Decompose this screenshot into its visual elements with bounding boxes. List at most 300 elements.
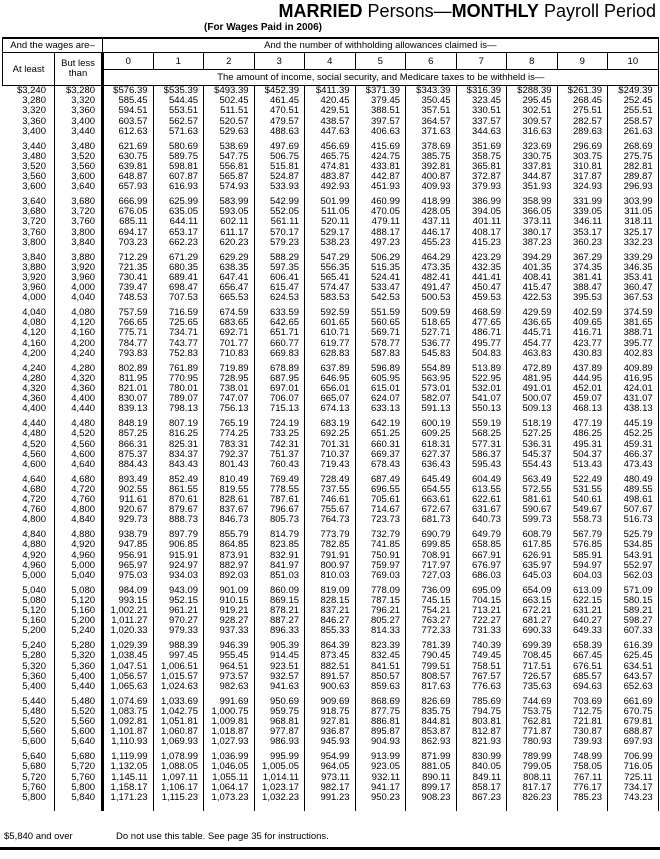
amount-cell: 767.57 [456,672,507,682]
amount-cell: 719.89 [204,364,255,374]
amount-cell: 637.89 [305,364,356,374]
amount-cell: 418.99 [406,197,457,207]
amount-cell: 563.49 [507,475,558,485]
amount-cell: 344.87 [507,172,558,182]
amount-cell: 692.25 [305,429,356,439]
amount-cell: 708.45 [507,651,558,661]
amount-cell: 432.35 [456,263,507,273]
amount-cell: 936.87 [305,727,356,737]
amount-cell: 513.43 [557,460,608,470]
amount-cell: 504.83 [456,349,507,359]
amount-cell: 689.41 [153,273,204,283]
amount-cell: 913.99 [355,752,406,762]
amount-cell: 644.11 [153,217,204,227]
amount-cell: 616.93 [153,182,204,192]
wage-at-least-cell: 5,320 [3,662,55,672]
amount-cell: 387.23 [507,238,558,248]
amount-cell: 906.85 [153,540,204,550]
allowance-column-header: 3 [254,53,305,70]
amount-cell: 649.33 [557,626,608,636]
title-payroll-period: Payroll Period [538,1,656,21]
amount-cell: 316.63 [507,127,558,137]
amount-cell: 1,158.17 [103,783,154,793]
amount-cell: 982.63 [204,682,255,692]
amount-cell: 665.53 [204,293,255,303]
amount-cell: 572.55 [507,485,558,495]
amount-cell: 378.69 [406,142,457,152]
amount-cell: 542.53 [355,293,406,303]
table-row [3,793,659,803]
amount-cell: 1,006.51 [153,662,204,672]
amount-cell: 853.87 [406,727,457,737]
wages-are-header: And the wages are– [3,38,103,53]
amount-cell: 459.53 [456,293,507,303]
amount-cell: 1,110.93 [103,737,154,747]
amount-cell: 570.17 [254,228,305,238]
amount-cell: 830.99 [456,752,507,762]
amount-cell: 780.01 [153,384,204,394]
amount-cell: 1,011.27 [103,616,154,626]
amount-cell: 783.31 [204,440,255,450]
amount-cell: 388.51 [355,106,406,116]
amount-cell: 752.83 [153,349,204,359]
amount-cell: 323.45 [456,96,507,106]
amount-cell: 676.97 [456,561,507,571]
wage-at-least-cell: 5,120 [3,606,55,616]
amount-cell: 896.33 [254,626,305,636]
amount-cell: 840.05 [456,762,507,772]
amount-cell: 687.49 [355,475,406,485]
amount-cell: 416.95 [608,374,659,384]
amount-cell: 1,036.99 [204,752,255,762]
amount-cell: 470.05 [355,207,406,217]
wage-but-less-cell: 3,880 [55,253,103,263]
amount-cell: 763.27 [406,616,457,626]
amount-cell: 589.21 [608,606,659,616]
amount-cell: 275.51 [557,106,608,116]
amount-cell: 706.07 [254,394,305,404]
amount-cell: 642.65 [254,318,305,328]
wage-but-less-cell: 5,040 [55,571,103,581]
amount-cell: 415.23 [456,238,507,248]
amount-cell: 1,027.93 [204,737,255,747]
amount-cell: 491.01 [507,384,558,394]
amount-cell: 725.11 [608,773,659,783]
wage-at-least-cell: 4,400 [3,404,55,414]
amount-cell: 598.27 [608,616,659,626]
withholding-table [2,37,659,811]
wage-but-less-cell: 5,720 [55,762,103,772]
amount-cell: 446.17 [406,228,457,238]
amount-cell: 625.45 [608,651,659,661]
amount-cell: 524.41 [355,273,406,283]
table-row [3,238,659,248]
amount-cell: 282.57 [557,117,608,127]
wage-but-less-cell: 4,120 [55,318,103,328]
amount-cell: 738.01 [204,384,255,394]
wage-at-least-cell: 3,920 [3,273,55,283]
amount-cell: 303.99 [608,197,659,207]
wage-but-less-cell: 3,320 [55,96,103,106]
amount-cell: 886.81 [355,717,406,727]
amount-cell: 758.05 [557,762,608,772]
amount-cell: 823.39 [355,641,406,651]
amount-cell: 534.85 [608,540,659,550]
amount-cell: 950.23 [355,793,406,803]
amount-cell: 652.63 [608,682,659,692]
wage-but-less-cell: 4,760 [55,495,103,505]
amount-cell: 582.07 [406,394,457,404]
wage-at-least-cell: 5,360 [3,672,55,682]
amount-cell: 651.71 [254,328,305,338]
amount-cell: 1,005.05 [254,762,305,772]
wage-at-least-cell: 5,200 [3,626,55,636]
amount-cell: 367.29 [557,253,608,263]
amount-cell: 965.97 [103,561,154,571]
wage-but-less-cell: 5,680 [55,752,103,762]
amount-cell: 751.37 [254,450,305,460]
amount-cell: 381.65 [608,318,659,328]
wage-but-less-cell: 4,880 [55,530,103,540]
amount-cell: 661.69 [608,697,659,707]
amount-cell: 945.93 [305,737,356,747]
amount-cell: 554.43 [507,460,558,470]
amount-cell: 736.09 [406,586,457,596]
amount-cell: 975.03 [103,571,154,581]
amount-cell: 538.69 [204,142,255,152]
amount-cell: 915.91 [153,551,204,561]
amount-cell: 837.67 [204,505,255,515]
amount-cell: 583.99 [204,197,255,207]
amount-cell: 634.51 [608,662,659,672]
amount-cell: 422.53 [507,293,558,303]
amount-cell: 415.47 [507,283,558,293]
amount-cell: 733.25 [254,429,305,439]
table-row [3,404,659,414]
amount-cell: 803.81 [456,717,507,727]
amount-cell: 866.31 [103,440,154,450]
wage-at-least-cell: 3,880 [3,263,55,273]
amount-cell: 648.87 [103,172,154,182]
amount-cell: 697.01 [254,384,305,394]
amount-cell: 374.35 [557,263,608,273]
amount-cell: 282.81 [608,162,659,172]
amount-cell: 770.95 [153,374,204,384]
allowance-column-header: 6 [406,53,457,70]
amount-cell: 386.99 [456,197,507,207]
amount-cell: 574.93 [204,182,255,192]
amount-cell: 712.29 [103,253,154,263]
amount-cell: 672.67 [406,505,457,515]
amount-cell: 337.57 [456,117,507,127]
amount-cell: 599.73 [507,515,558,525]
amount-cell: 608.79 [507,530,558,540]
amount-cell: 698.47 [153,283,204,293]
amount-cell: 855.79 [204,530,255,540]
wage-but-less-cell: 3,400 [55,117,103,127]
spacer-cell [103,803,154,811]
amount-cell: 705.61 [355,495,406,505]
wage-at-least-cell: 4,840 [3,530,55,540]
amount-cell: 501.99 [305,197,356,207]
table-row [3,737,659,747]
allowance-column-header: 10 [608,53,659,70]
amount-cell: 769.03 [355,571,406,581]
amount-cell: 392.81 [406,162,457,172]
amount-cell: 372.87 [456,172,507,182]
amount-cell: 295.45 [507,96,558,106]
amount-cell: 782.85 [305,540,356,550]
wage-but-less-cell: 3,840 [55,238,103,248]
amount-cell: 268.69 [608,142,659,152]
wage-at-least-cell: 5,520 [3,717,55,727]
amount-cell: 332.23 [608,238,659,248]
amount-cell: 1,029.39 [103,641,154,651]
amount-cell: 615.01 [355,384,406,394]
amount-cell: 923.05 [355,762,406,772]
wage-but-less-cell: 4,600 [55,450,103,460]
amount-cell: 826.23 [507,793,558,803]
amount-cell: 679.81 [608,717,659,727]
amount-cell: 459.07 [557,394,608,404]
amount-cell: 991.23 [305,793,356,803]
amount-cell: 973.11 [305,773,356,783]
amount-cell: 1,009.81 [204,717,255,727]
amount-cell: 946.39 [204,641,255,651]
amount-cell: 830.07 [103,394,154,404]
amount-cell: 699.85 [406,540,457,550]
amount-cell: 879.67 [153,505,204,515]
amount-cell: 409.65 [557,318,608,328]
amount-cell: 611.17 [204,228,255,238]
wage-but-less-cell: 4,400 [55,394,103,404]
amount-cell: 714.67 [355,505,406,515]
amount-cell: 919.21 [204,606,255,616]
amount-cell: 1,032.23 [254,793,305,803]
amount-cell: 859.63 [355,682,406,692]
table-row [3,460,659,470]
amount-cell: 832.45 [355,651,406,661]
amount-cell: 653.17 [153,228,204,238]
amount-cell: 1,069.93 [153,737,204,747]
amount-cell: 817.63 [406,682,457,692]
wage-but-less-cell: 3,520 [55,152,103,162]
wage-at-least-cell: 3,840 [3,253,55,263]
amount-cell: 550.13 [456,404,507,414]
amount-cell: 562.57 [153,117,204,127]
amount-cell: 397.57 [355,117,406,127]
amount-cell: 597.35 [254,263,305,273]
table-row [3,540,659,550]
wage-at-least-cell: 5,560 [3,727,55,737]
wage-at-least-cell: 4,360 [3,394,55,404]
amount-cell: 594.51 [103,106,154,116]
amount-cell: 947.85 [103,540,154,550]
amount-cell: 748.53 [103,293,154,303]
amount-cell: 500.07 [507,394,558,404]
amount-cell: 678.89 [254,364,305,374]
amount-cell: 477.65 [456,318,507,328]
amount-cell: 723.73 [355,515,406,525]
wage-at-least-cell: 4,560 [3,450,55,460]
amount-cell: 346.35 [608,263,659,273]
page-title [279,1,656,22]
amount-cell: 787.15 [355,596,406,606]
wage-at-least-cell: 4,280 [3,374,55,384]
amount-cell: 479.11 [355,217,406,227]
amount-cell: 447.63 [305,127,356,137]
amount-cell: 645.49 [406,475,457,485]
amount-cell: 671.29 [153,253,204,263]
wage-but-less-cell: 4,640 [55,460,103,470]
wage-but-less-cell: 5,440 [55,682,103,692]
spacer-cell [507,803,558,811]
amount-cell: 899.17 [406,783,457,793]
wage-at-least-cell: 4,240 [3,364,55,374]
amount-cell: 645.03 [507,571,558,581]
amount-cell: 692.71 [204,328,255,338]
amount-cell: 261.63 [608,127,659,137]
amount-cell: 409.93 [406,182,457,192]
amount-cell: $411.39 [305,86,356,97]
amount-cell: 778.09 [355,586,406,596]
wage-but-less-cell: 5,560 [55,717,103,727]
wage-at-least-cell: 4,640 [3,475,55,485]
amount-cell: 812.87 [456,727,507,737]
amount-cell: 670.75 [608,707,659,717]
amount-cell: 622.15 [557,596,608,606]
amount-cell: 500.53 [406,293,457,303]
wage-at-least-cell: 4,480 [3,429,55,439]
wage-but-less-cell: 4,440 [55,404,103,414]
amount-cell: 482.41 [406,273,457,283]
wage-but-less-cell: 4,040 [55,293,103,303]
amount-cell: 1,018.87 [204,727,255,737]
amount-cell: 712.75 [557,707,608,717]
amount-cell: 892.03 [204,571,255,581]
wage-at-least-cell: 4,880 [3,540,55,550]
amount-cell: 867.23 [456,793,507,803]
allowance-column-header: 5 [355,53,406,70]
amount-cell: 800.97 [305,561,356,571]
amount-cell: 556.35 [305,263,356,273]
amount-cell: 633.13 [355,404,406,414]
amount-cell: 799.51 [406,662,457,672]
amount-cell: 938.79 [103,530,154,540]
amount-cell: 667.91 [456,551,507,561]
amount-cell: 552.97 [608,561,659,571]
amount-cell: 289.63 [557,127,608,137]
amount-cell: 801.43 [204,460,255,470]
amount-cell: 395.53 [557,293,608,303]
amount-cell: 621.69 [103,142,154,152]
wage-at-least-cell: 4,960 [3,561,55,571]
amount-cell: 805.27 [355,616,406,626]
amount-cell: 1,064.17 [204,783,255,793]
wage-at-least-cell: 4,000 [3,293,55,303]
wage-at-least-cell: 5,400 [3,682,55,692]
bottom-rule [0,847,660,850]
amount-cell: $261.39 [557,86,608,97]
amount-cell: 255.51 [608,106,659,116]
amount-cell: 674.13 [305,404,356,414]
amount-cell: 472.89 [507,364,558,374]
amount-cell: 350.45 [406,96,457,106]
amount-cell: 909.69 [305,697,356,707]
amount-cell: 660.77 [254,339,305,349]
amount-cell: 750.91 [355,551,406,561]
amount-cell: 636.43 [406,460,457,470]
wage-but-less-cell: 4,680 [55,475,103,485]
wage-at-least-cell: 3,280 [3,96,55,106]
amount-cell: 810.49 [204,475,255,485]
amount-cell: 993.15 [103,596,154,606]
amount-cell: 515.81 [254,162,305,172]
amount-cell: 696.55 [355,485,406,495]
amount-cell: 424.75 [355,152,406,162]
amount-cell: 463.83 [507,349,558,359]
amount-cell: 891.57 [305,672,356,682]
amount-cell: 540.61 [557,495,608,505]
wage-at-least-cell: 3,960 [3,283,55,293]
amount-cell: 351.69 [456,142,507,152]
amount-cell: 565.87 [204,172,255,182]
amount-cell: 558.73 [557,515,608,525]
amount-cell: 589.75 [153,152,204,162]
wage-but-less-cell: 4,200 [55,339,103,349]
amount-cell: 761.89 [153,364,204,374]
wage-but-less-cell: 5,200 [55,616,103,626]
amount-cell: 897.79 [153,530,204,540]
amount-cell: 461.45 [254,96,305,106]
amount-cell: 563.95 [406,374,457,384]
amount-cell: 339.29 [608,253,659,263]
amount-cell: 716.05 [608,762,659,772]
amount-cell: 923.51 [254,662,305,672]
amount-cell: 1,038.45 [103,651,154,661]
amount-cell: 841.51 [355,662,406,672]
amount-cell: 1,000.75 [204,707,255,717]
wage-but-less-cell: 4,160 [55,328,103,338]
amount-cell: 401.35 [507,263,558,273]
amount-cell: 289.87 [608,172,659,182]
amount-cell: 764.73 [305,515,356,525]
amount-cell: 360.23 [557,238,608,248]
wage-at-least-cell: 3,480 [3,152,55,162]
table-row [3,626,659,636]
amount-cell: 719.43 [305,460,356,470]
wage-at-least-cell: 5,760 [3,783,55,793]
amount-cell: 676.05 [103,207,154,217]
amount-cell: 428.05 [406,207,457,217]
amount-cell: 776.63 [456,682,507,692]
amount-cell: 437.11 [406,217,457,227]
amount-cell: 775.71 [103,328,154,338]
amount-cell: 330.75 [507,152,558,162]
amount-cell: 695.09 [456,586,507,596]
amount-cell: 651.25 [355,429,406,439]
amount-cell: 402.59 [557,308,608,318]
amount-cell: 258.57 [608,117,659,127]
amount-cell: 1,055.11 [204,773,255,783]
amount-cell: 871.99 [406,752,457,762]
amount-cell: 506.75 [254,152,305,162]
table-body [3,86,659,812]
amount-cell: 527.25 [507,429,558,439]
amount-cell: 877.75 [355,707,406,717]
amount-cell: 721.35 [103,263,154,273]
wage-but-less-cell: 3,960 [55,273,103,283]
